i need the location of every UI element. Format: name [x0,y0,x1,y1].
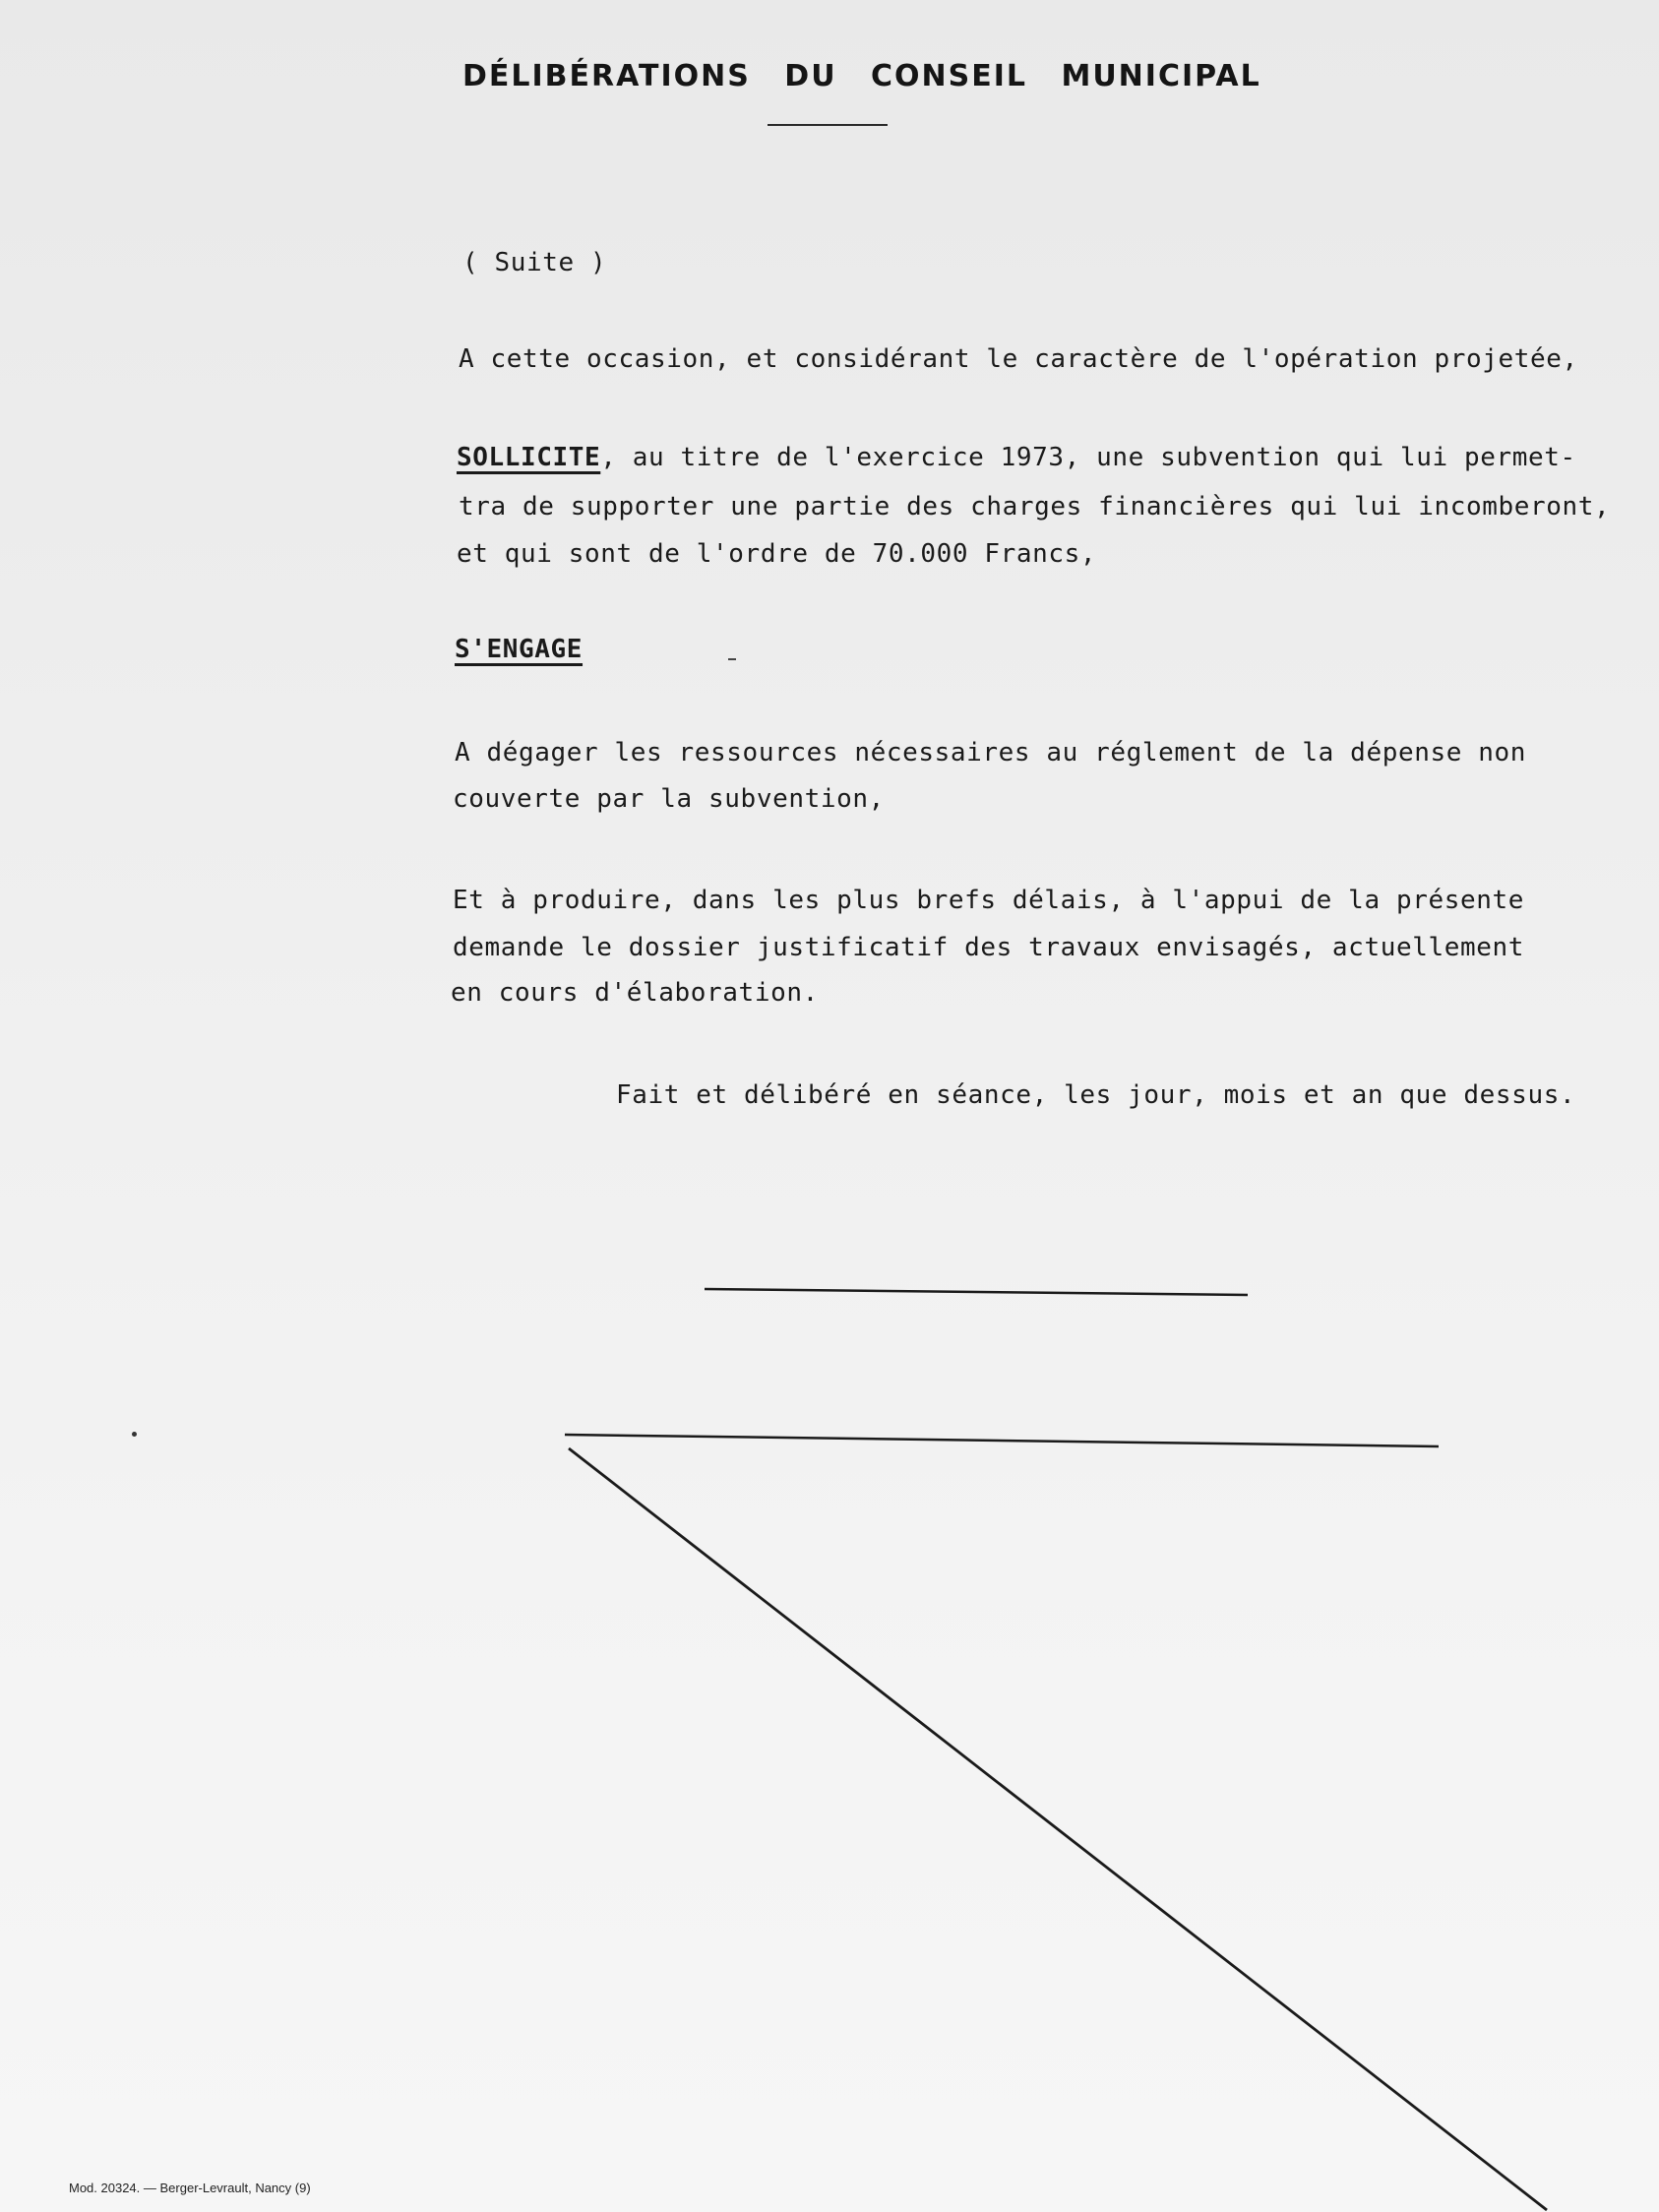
sollicite-line-1-text: , au titre de l'exercice 1973, une subvention qui lui permet- [600,443,1576,472]
degager-line-1: A dégager les ressources nécessaires au réglement de la dépense non [455,738,1526,768]
cancel-rule-diagonal [569,1448,1547,2210]
page-title: DÉLIBÉRATIONS DU CONSEIL MUNICIPAL [462,59,1261,93]
closing-statement: Fait et délibéré en séance, les jour, mois et an que dessus. [616,1080,1576,1110]
sollicite-line-2: tra de supporter une partie des charges financières qui lui incomberont, [459,492,1611,522]
sollicite-line-3: et qui sont de l'ordre de 70.000 Francs, [457,539,1097,569]
suite-label: ( Suite ) [462,248,607,277]
sollicite-keyword: SOLLICITE [457,443,601,472]
produire-line-3: en cours d'élaboration. [451,978,819,1008]
produire-line-1: Et à produire, dans les plus brefs délais, à l'appui de la présente [453,886,1524,915]
printer-imprint: Mod. 20324. — Berger-Levrault, Nancy (9) [69,2181,311,2195]
engage-keyword: S'ENGAGE [455,635,584,664]
cancel-rule-horizontal [565,1435,1439,1446]
degager-line-2: couverte par la subvention, [453,784,885,814]
intro-paragraph: A cette occasion, et considérant le caractère de l'opération projetée, [459,344,1578,374]
signature-rule [705,1289,1248,1295]
produire-line-2: demande le dossier justificatif des travaux envisagés, actuellement [453,933,1524,962]
